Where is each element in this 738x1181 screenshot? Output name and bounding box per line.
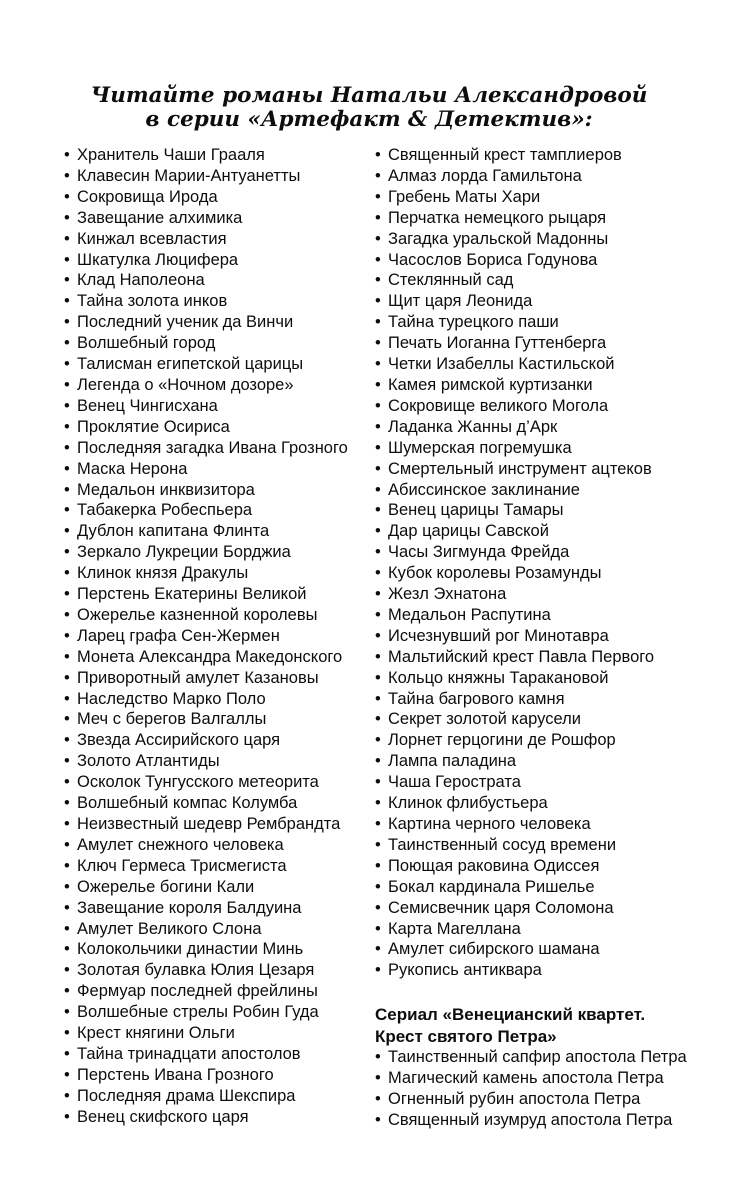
book-list-item [375,291,715,312]
bullet-icon: • [375,438,381,457]
book-title: Священный изумруд апостола Петра [388,1110,673,1129]
bullet-icon: • [64,647,70,666]
book-title: Мальтийский крест Павла Первого [388,647,655,666]
book-list-item [375,1110,715,1131]
book-list-item [375,312,715,333]
book-list-item [64,480,375,501]
bullet-icon: • [375,815,381,833]
book-title: Секрет золотой карусели [388,710,581,729]
book-list-item [375,919,715,940]
book-list-item [375,208,715,229]
book-title: Дар царицы Савской [388,522,549,541]
bullet-icon: • [375,835,381,854]
bullet-icon: • [64,187,70,206]
book-list-item [64,229,375,250]
book-title: Перчатка немецкого рыцаря [388,208,607,227]
bullet-icon: • [375,961,381,980]
bullet-icon: • [64,1107,70,1126]
book-title: Семисвечник царя Соломона [388,898,614,917]
book-list-item [64,709,375,730]
book-list-right-items [375,145,715,981]
book-list-item [375,856,715,877]
book-list-item [375,709,715,730]
bullet-icon: • [375,773,381,792]
bullet-icon: • [375,522,381,541]
bullet-icon: • [375,396,381,415]
book-title: Последний ученик да Винчи [77,313,294,332]
book-title: Талисман египетской царицы [77,355,304,374]
book-list-item [375,333,715,354]
book-list-item [375,542,715,563]
book-title: Монета Александра Македонского [77,647,343,666]
book-list-columns [0,145,738,1131]
book-list-item [375,145,715,166]
bullet-icon: • [375,334,381,353]
bullet-icon: • [375,166,381,185]
page-title-line2: в серии «Артефакт & Детектив»: [145,107,593,132]
book-title: Завещание алхимика [77,208,243,227]
book-list-item [375,250,715,271]
book-title: Магический камень апостола Петра [388,1069,664,1088]
bullet-icon: • [64,396,70,415]
book-list-item [375,647,715,668]
book-list-item [64,312,375,333]
book-list-item [375,166,715,187]
book-list-item [375,939,715,960]
book-list-item [375,1068,715,1089]
book-title: Смертельный инструмент ацтеков [388,459,652,478]
bullet-icon: • [375,585,381,604]
book-list-item [64,291,375,312]
book-title: Завещание короля Балдуина [77,898,302,917]
book-title: Щит царя Леонида [388,292,533,311]
book-title: Перстень Ивана Грозного [77,1065,274,1084]
bullet-icon: • [375,1110,381,1129]
book-title: Тайна багрового камня [388,689,565,708]
book-title: Стеклянный сад [388,271,514,290]
book-title: Звезда Ассирийского царя [77,731,281,750]
book-title: Кубок королевы Розамунды [388,564,602,583]
book-list-item [64,835,375,856]
bullet-icon: • [64,605,70,624]
bullet-icon: • [64,166,70,185]
book-title: Клавесин Марии-Антуанетты [77,166,301,185]
bullet-icon: • [64,375,70,394]
bullet-icon: • [64,1086,70,1105]
book-list-item [375,459,715,480]
book-title: Тайна тринадцати апостолов [77,1044,301,1063]
bullet-icon: • [64,313,70,332]
book-list-item [64,981,375,1002]
book-list-item [375,730,715,751]
book-list-item [64,208,375,229]
bullet-icon: • [64,1003,70,1022]
book-list-item [64,856,375,877]
bullet-icon: • [375,877,381,896]
book-list-item [375,584,715,605]
book-list-item [64,939,375,960]
bullet-icon: • [64,438,70,457]
book-title: Легенда о «Ночном дозоре» [77,375,294,394]
bullet-icon: • [64,940,70,959]
book-title: Хранитель Чаши Грааля [77,146,265,164]
bullet-icon: • [375,1090,381,1109]
book-list-left-column [64,145,375,1131]
book-list-item [64,668,375,689]
book-list-item [375,751,715,772]
page-title-line1: Читайте романы Натальи Александровой [90,83,648,108]
book-title: Амулет Великого Слона [77,919,262,938]
book-title: Тайна золота инков [77,292,228,311]
book-list-item [64,730,375,751]
book-list-item [64,563,375,584]
bullet-icon: • [64,292,70,311]
book-title: Лампа паладина [388,752,517,771]
book-list-right-column [375,145,715,1131]
book-title: Венец царицы Тамары [388,501,564,520]
bullet-icon: • [64,250,70,269]
book-title: Табакерка Робеспьера [77,501,253,520]
book-list-item [375,270,715,291]
book-list-item [375,500,715,521]
book-title: Печать Иоганна Гуттенберга [388,334,607,353]
book-list-item [64,396,375,417]
book-title: Кинжал всевластия [77,229,227,248]
bullet-icon: • [64,710,70,729]
book-title: Чаша Герострата [388,773,521,792]
book-title: Амулет сибирского шамана [388,940,600,959]
book-title: Венец Чингисхана [77,396,218,415]
book-list-item [64,1086,375,1107]
book-title: Кольцо княжны Таракановой [388,668,609,687]
book-list-item [64,689,375,710]
serial-title-line1: Сериал «Венецианский квартет. [375,1005,646,1025]
book-title: Ключ Гермеса Трисмегиста [77,856,287,875]
bullet-icon: • [64,794,70,813]
book-list-item [375,438,715,459]
book-list-item [64,333,375,354]
book-list-item [375,605,715,626]
book-title: Бокал кардинала Ришелье [388,877,595,896]
book-list-item [64,898,375,919]
book-list-item [64,145,375,166]
bullet-icon: • [375,794,381,813]
book-title: Жезл Эхнатона [388,585,507,604]
book-list-item [64,647,375,668]
bullet-icon: • [64,689,70,708]
book-title: Ожерелье богини Кали [77,877,255,896]
book-title: Неизвестный шедевр Рембрандта [77,815,341,833]
book-list-item [64,1002,375,1023]
bullet-icon: • [375,626,381,645]
book-list-item [375,668,715,689]
book-list-item [64,375,375,396]
bullet-icon: • [64,564,70,583]
bullet-icon: • [64,856,70,875]
bullet-icon: • [64,585,70,604]
bullet-icon: • [64,752,70,771]
bullet-icon: • [375,668,381,687]
book-list-item [375,772,715,793]
book-list-item [64,1044,375,1065]
book-title: Меч с берегов Валгаллы [77,710,267,729]
bullet-icon: • [375,459,381,478]
book-list-item [375,229,715,250]
book-list-item [64,459,375,480]
book-list-item [64,542,375,563]
book-list-item [375,793,715,814]
book-title: Колокольчики династии Минь [77,940,304,959]
book-title: Волшебный город [77,334,216,353]
bullet-icon: • [64,982,70,1001]
bullet-icon: • [375,605,381,624]
bullet-icon: • [375,1069,381,1088]
bullet-icon: • [64,1024,70,1043]
book-list-item [64,877,375,898]
book-title: Священный крест тамплиеров [388,146,622,164]
bullet-icon: • [64,146,70,164]
book-title: Клинок флибустьера [388,794,548,813]
book-title: Клинок князя Дракулы [77,564,249,583]
bullet-icon: • [64,417,70,436]
book-list-item [64,1065,375,1086]
book-list-item [64,438,375,459]
book-title: Гребень Маты Хари [388,187,541,206]
book-list-item [375,521,715,542]
bullet-icon: • [375,417,381,436]
book-title: Поющая раковина Одиссея [388,856,600,875]
book-title: Перстень Екатерины Великой [77,585,307,604]
serial-title-line2: Крест святого Петра» [375,1026,557,1046]
book-list-item [375,1089,715,1110]
bullet-icon: • [64,208,70,227]
book-title: Последняя драма Шекспира [77,1086,296,1105]
book-title: Волшебный компас Колумба [77,794,298,813]
book-list-item [64,605,375,626]
book-title: Четки Изабеллы Кастильской [388,355,615,374]
book-list-item [64,814,375,835]
book-title: Приворотный амулет Казановы [77,668,319,687]
bullet-icon: • [64,773,70,792]
book-title: Камея римской куртизанки [388,375,593,394]
book-list-item [375,814,715,835]
book-list-item [64,1023,375,1044]
book-title: Наследство Марко Поло [77,689,266,708]
book-title: Проклятие Осириса [77,417,230,436]
book-list-item [64,166,375,187]
bullet-icon: • [375,710,381,729]
book-title: Медальон Распутина [388,605,551,624]
book-list-item [64,521,375,542]
book-title: Таинственный сосуд времени [388,835,617,854]
book-list-item [64,500,375,521]
book-title: Тайна турецкого паши [388,313,559,332]
book-list-item [375,375,715,396]
book-title: Крест княгини Ольги [77,1024,235,1043]
bullet-icon: • [375,752,381,771]
bullet-icon: • [64,334,70,353]
book-list-item [375,898,715,919]
book-list-item [64,751,375,772]
bullet-icon: • [375,898,381,917]
bullet-icon: • [64,543,70,562]
bullet-icon: • [375,856,381,875]
bullet-icon: • [375,375,381,394]
bullet-icon: • [64,1065,70,1084]
bullet-icon: • [375,187,381,206]
book-title: Венец скифского царя [77,1107,249,1126]
bullet-icon: • [64,919,70,938]
book-title: Сокровища Ирода [77,187,218,206]
book-title: Таинственный сапфир апостола Петра [388,1048,687,1067]
book-title: Часы Зигмунда Фрейда [388,543,570,562]
serial-section-title [375,1004,715,1047]
book-list-item [375,480,715,501]
book-title: Золотая булавка Юлия Цезаря [77,961,315,980]
book-list-item [375,835,715,856]
book-list-item [375,626,715,647]
book-title: Загадка уральской Мадонны [388,229,609,248]
book-title: Исчезнувший рог Минотавра [388,626,609,645]
bullet-icon: • [64,271,70,290]
bullet-icon: • [64,815,70,833]
bullet-icon: • [375,543,381,562]
bullet-icon: • [64,1044,70,1063]
book-title: Лорнет герцогини де Рошфор [388,731,616,750]
book-list-item [64,793,375,814]
book-title: Последняя загадка Ивана Грозного [77,438,348,457]
book-title: Абиссинское заклинание [388,480,580,499]
book-title: Сокровище великого Могола [388,396,609,415]
book-title: Огненный рубин апостола Петра [388,1090,641,1109]
bullet-icon: • [375,208,381,227]
book-list-item [64,584,375,605]
book-list-item [375,960,715,981]
bullet-icon: • [64,522,70,541]
bullet-icon: • [375,292,381,311]
bullet-icon: • [64,668,70,687]
book-list-item [375,187,715,208]
book-title: Часослов Бориса Годунова [388,250,598,269]
bullet-icon: • [64,961,70,980]
book-list-item [375,1047,715,1068]
bullet-icon: • [375,940,381,959]
book-list-item [64,626,375,647]
book-title: Зеркало Лукреции Борджиа [77,543,291,562]
book-list-item [375,563,715,584]
bullet-icon: • [375,647,381,666]
book-title: Алмаз лорда Гамильтона [388,166,582,185]
book-list-item [375,877,715,898]
book-title: Золото Атлантиды [77,752,220,771]
book-title: Ларец графа Сен-Жермен [77,626,280,645]
book-list-item [64,250,375,271]
bullet-icon: • [64,501,70,520]
bullet-icon: • [375,564,381,583]
book-title: Волшебные стрелы Робин Гуда [77,1003,319,1022]
bullet-icon: • [64,459,70,478]
book-title: Маска Нерона [77,459,188,478]
book-list-item [64,1107,375,1128]
bullet-icon: • [375,355,381,374]
bullet-icon: • [64,229,70,248]
bullet-icon: • [375,229,381,248]
bullet-icon: • [375,146,381,164]
bullet-icon: • [64,877,70,896]
bullet-icon: • [64,355,70,374]
book-title: Рукопись антиквара [388,961,542,980]
book-list-item [375,396,715,417]
book-list-item [64,919,375,940]
bullet-icon: • [375,1048,381,1067]
book-list-item [64,187,375,208]
book-title: Ладанка Жанны д’Арк [388,417,558,436]
book-title: Медальон инквизитора [77,480,255,499]
bullet-icon: • [64,731,70,750]
book-list-item [64,417,375,438]
book-title: Шкатулка Люцифера [77,250,239,269]
bullet-icon: • [64,480,70,499]
book-title: Дублон капитана Флинта [77,522,270,541]
book-list-item [375,689,715,710]
book-title: Шумерская погремушка [388,438,572,457]
bullet-icon: • [375,501,381,520]
bullet-icon: • [64,626,70,645]
bullet-icon: • [64,835,70,854]
bullet-icon: • [375,250,381,269]
bullet-icon: • [375,731,381,750]
serial-section-items [375,1047,715,1131]
page-title [0,0,738,132]
book-title: Ожерелье казненной королевы [77,605,318,624]
book-list-item [375,354,715,375]
book-title: Картина черного человека [388,815,591,833]
book-list-item [375,417,715,438]
book-list-item [64,354,375,375]
bullet-icon: • [375,689,381,708]
book-title: Фермуар последней фрейлины [77,982,318,1001]
book-title: Амулет снежного человека [77,835,284,854]
bullet-icon: • [375,313,381,332]
bullet-icon: • [375,271,381,290]
book-list-item [64,270,375,291]
bullet-icon: • [375,480,381,499]
book-list-item [64,960,375,981]
book-title: Клад Наполеона [77,271,205,290]
book-title: Осколок Тунгусского метеорита [77,773,319,792]
bullet-icon: • [375,919,381,938]
bullet-icon: • [64,898,70,917]
book-title: Карта Магеллана [388,919,521,938]
book-list-item [64,772,375,793]
